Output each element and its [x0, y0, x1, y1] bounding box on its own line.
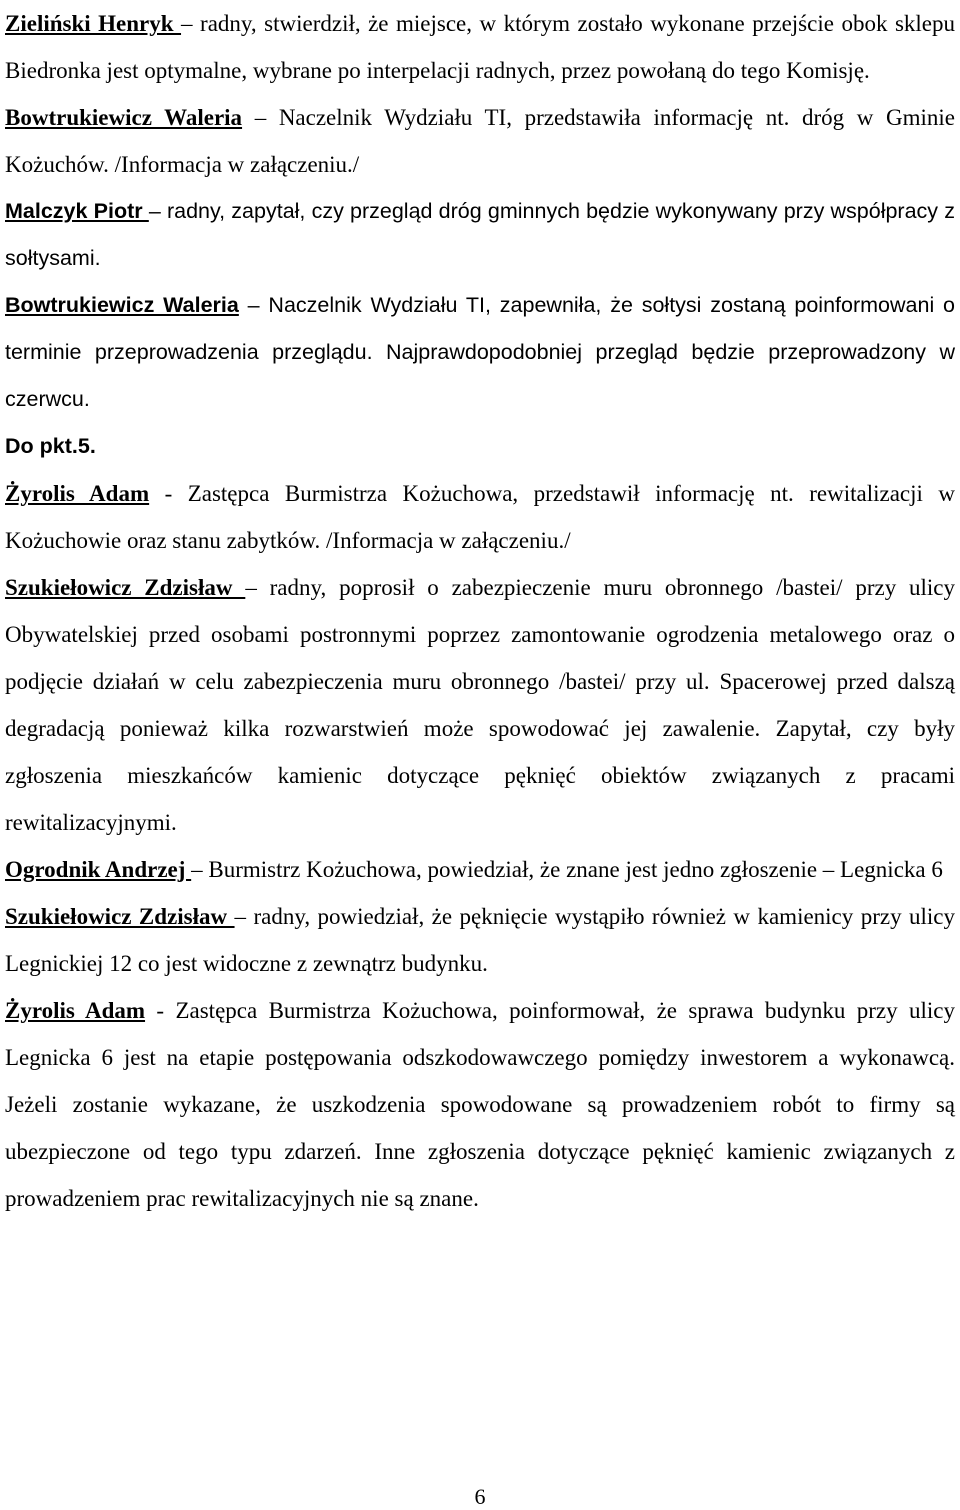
paragraph-text: – radny, powiedział, że pęknięcie wystąpiło również w kamienicy przy ulicy Legnickiej 12 co jest widoczne z zewnątrz budynku. [5, 904, 955, 976]
paragraph-zyrolis-2 [5, 987, 955, 1222]
document-page [5, 0, 955, 1222]
paragraph-bowtrukiewicz-1 [5, 94, 955, 188]
paragraph-text: – Burmistrz Kożuchowa, powiedział, że znane jest jedno zgłoszenie – Legnicka 6 [191, 857, 943, 882]
speaker-name: Szukiełowicz Zdzisław [5, 904, 235, 929]
paragraph-malczyk [5, 188, 955, 282]
paragraph-text: – radny, zapytał, czy przegląd dróg gminnych będzie wykonywany przy współpracy z sołtysami. [5, 199, 955, 270]
paragraph-text: – Naczelnik Wydziału TI, przedstawiła informację nt. dróg w Gminie Kożuchów. /Informacja w załączeniu./ [5, 105, 955, 177]
paragraph-ogrodnik [5, 846, 955, 893]
paragraph-text: - Zastępca Burmistrza Kożuchowa, poinformował, że sprawa budynku przy ulicy Legnicka 6 jest na etapie postępowania odszkodowawczego pomiędzy inwestorem a wykonawcą. Jeżeli zostanie wykazane, że uszkodzenia spowodowane są prowadzeniem robót to firmy są ubezpieczone od tego typu zdarzeń. Inne zgłoszenia dotyczące pęknięć kamienic związanych z prowadzeniem prac rewitalizacyjnych nie są znane. [5, 998, 955, 1211]
section-heading: Do pkt.5. [5, 434, 96, 458]
paragraph-zielinski [5, 0, 955, 94]
speaker-name: Żyrolis Adam [5, 481, 150, 506]
paragraph-text: – radny, stwierdził, że miejsce, w którym zostało wykonane przejście obok sklepu Biedronka jest optymalne, wybrane po interpelacji radnych, przez powołaną do tego Komisję. [5, 11, 955, 83]
speaker-name: Bowtrukiewicz Waleria [5, 105, 243, 130]
paragraph-text: – radny, poprosił o zabezpieczenie muru obronnego /bastei/ przy ulicy Obywatelskiej przed osobami postronnymi poprzez zamontowanie ogrodzenia metalowego oraz o podjęcie działań w celu zabezpieczenia muru obronnego /bastei/ przy ul. Spacerowej przed dalszą degradacją ponieważ kilka rozwarstwień może spowodować jej zawalenie. Zapytał, czy były zgłoszenia mieszkańców kamienic dotyczące pęknięć obiektów związanych z pracami rewitalizacyjnymi. [5, 575, 956, 835]
speaker-name: Zieliński Henryk [5, 11, 182, 36]
speaker-name: Ogrodnik Andrzej [5, 857, 192, 882]
speaker-name: Żyrolis Adam [5, 998, 146, 1023]
speaker-name: Malczyk Piotr [5, 199, 149, 223]
page-number: 6 [474, 1484, 486, 1509]
paragraph-zyrolis-1 [5, 470, 955, 564]
paragraph-szukielowicz-1 [5, 564, 955, 846]
speaker-name: Bowtrukiewicz Waleria [5, 293, 239, 317]
paragraph-bowtrukiewicz-2 [5, 282, 955, 423]
speaker-name: Szukiełowicz Zdzisław [5, 575, 246, 600]
paragraph-text: – Naczelnik Wydziału TI, zapewniła, że sołtysi zostaną poinformowani o terminie przeprowadzenia przeglądu. Najprawdopodobniej przegląd będzie przeprowadzony w czerwcu. [5, 293, 955, 411]
paragraph-szukielowicz-2 [5, 893, 955, 987]
paragraph-text: - Zastępca Burmistrza Kożuchowa, przedstawił informację nt. rewitalizacji w Kożuchowie oraz stanu zabytków. /Informacja w załączeniu./ [5, 481, 955, 553]
